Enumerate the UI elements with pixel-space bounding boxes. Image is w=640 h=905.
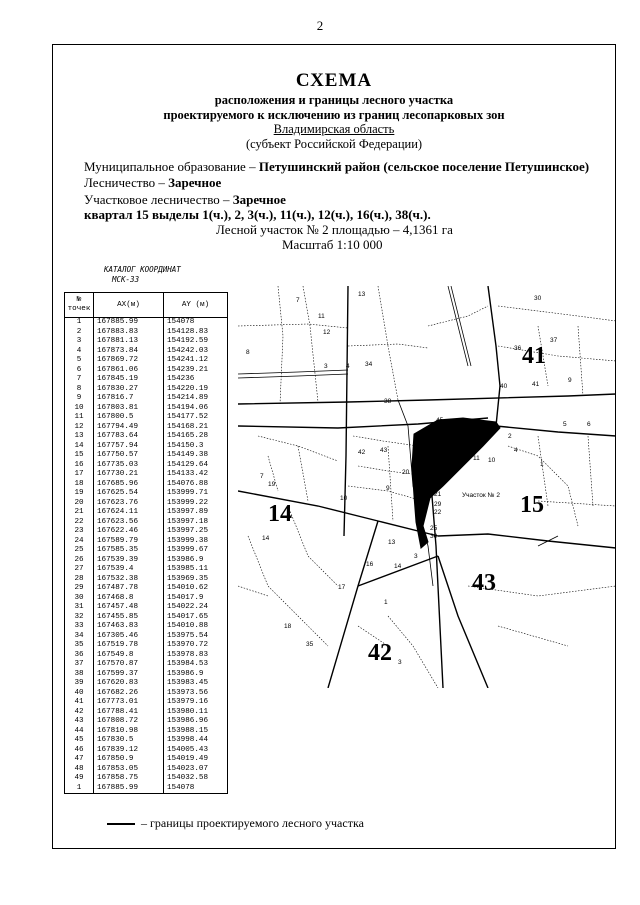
coord-cell-x: 167585.35	[94, 546, 164, 556]
coord-cell-n: 20	[65, 499, 94, 509]
section-label: 10	[488, 457, 496, 464]
coord-cell-x: 167816.7	[94, 394, 164, 404]
coord-cell-x: 167622.46	[94, 527, 164, 537]
coord-cell-y: 154149.38	[164, 451, 228, 461]
plot-area-line: Лесной участок № 2 площадью – 4,1361 га	[216, 222, 453, 237]
section-label: 7	[296, 297, 300, 304]
coord-cell-y: 153999.22	[164, 499, 228, 509]
coord-cell-n: 7	[65, 375, 94, 385]
coord-cell-x: 167457.48	[94, 603, 164, 613]
section-label: 8	[246, 349, 250, 356]
coord-cell-y: 154032.58	[164, 774, 228, 784]
coord-cell-x: 167570.87	[94, 660, 164, 670]
coord-cell-x: 167830.27	[94, 385, 164, 395]
coord-cell-y: 153979.16	[164, 698, 228, 708]
coord-cell-x: 167881.13	[94, 337, 164, 347]
table-row	[65, 480, 228, 490]
section-label: 13	[388, 539, 396, 546]
table-row	[65, 584, 228, 594]
coord-cell-n: 34	[65, 632, 94, 642]
table-row	[65, 774, 228, 784]
catalog-caption	[104, 265, 181, 285]
coord-cell-n: 37	[65, 660, 94, 670]
coord-cell-y: 154133.42	[164, 470, 228, 480]
section-label: 12	[323, 329, 331, 336]
coord-cell-n: 49	[65, 774, 94, 784]
forestry-line	[84, 175, 221, 191]
coord-cell-y: 154242.03	[164, 347, 228, 357]
table-row	[65, 565, 228, 575]
coord-cell-n: 18	[65, 480, 94, 490]
header-point-number: № точек	[65, 293, 94, 318]
section-label: 14	[394, 563, 402, 570]
page-number: 2	[316, 18, 324, 33]
coord-cell-x: 167783.64	[94, 432, 164, 442]
coord-cell-y: 154236	[164, 375, 228, 385]
quarter-42-label: 42	[368, 640, 392, 666]
table-row	[65, 404, 228, 414]
coord-cell-x: 167839.12	[94, 746, 164, 756]
coord-cell-y: 154214.89	[164, 394, 228, 404]
coord-cell-x: 167685.96	[94, 480, 164, 490]
table-row	[65, 727, 228, 737]
coord-cell-n: 8	[65, 385, 94, 395]
table-row	[65, 717, 228, 727]
coord-cell-n: 23	[65, 527, 94, 537]
coord-cell-n: 12	[65, 423, 94, 433]
table-row	[65, 736, 228, 746]
section-label: 39	[450, 423, 458, 430]
coord-cell-n: 31	[65, 603, 94, 613]
table-row	[65, 537, 228, 547]
coord-cell-y: 153986.9	[164, 556, 228, 566]
section-label: 3	[414, 553, 418, 560]
table-row	[65, 413, 228, 423]
document-title: СХЕМА	[295, 70, 373, 91]
forest-plot-area	[412, 418, 500, 548]
coord-cell-y: 154129.64	[164, 461, 228, 471]
coord-cell-y: 153998.44	[164, 736, 228, 746]
coord-cell-n: 5	[65, 356, 94, 366]
table-row	[65, 651, 228, 661]
coord-cell-n: 13	[65, 432, 94, 442]
section-label: 25	[430, 525, 438, 532]
coord-cell-y: 153986.96	[164, 717, 228, 727]
coord-cell-x: 167455.85	[94, 613, 164, 623]
section-label: 17	[338, 584, 346, 591]
coord-cell-n: 24	[65, 537, 94, 547]
coord-cell-x: 167682.26	[94, 689, 164, 699]
table-row	[65, 527, 228, 537]
table-row	[65, 613, 228, 623]
section-label: 11	[318, 313, 325, 320]
coord-cell-x: 167625.54	[94, 489, 164, 499]
section-label: 1	[384, 599, 388, 606]
table-row	[65, 366, 228, 376]
coord-cell-x: 167599.37	[94, 670, 164, 680]
section-label: 3	[398, 659, 402, 666]
coord-cell-x: 167519.78	[94, 641, 164, 651]
coord-cell-y: 154023.07	[164, 765, 228, 775]
coord-cell-n: 41	[65, 698, 94, 708]
coord-cell-x: 167463.83	[94, 622, 164, 632]
coord-cell-x: 167549.8	[94, 651, 164, 661]
coord-cell-y: 153984.53	[164, 660, 228, 670]
coord-cell-x: 167624.11	[94, 508, 164, 518]
region-note: (субъект Российской Федерации)	[245, 137, 423, 151]
coord-cell-y: 153999.71	[164, 489, 228, 499]
coord-cell-y: 154017.9	[164, 594, 228, 604]
section-label: 6	[587, 421, 591, 428]
coord-cell-y: 153997.18	[164, 518, 228, 528]
table-row	[65, 347, 228, 357]
legend-line-symbol	[107, 823, 135, 825]
coord-cell-x: 167773.01	[94, 698, 164, 708]
table-row	[65, 698, 228, 708]
quarter-line: квартал 15 выделы 1(ч.), 2, 3(ч.), 11(ч.), 12(ч.), 16(ч.), 38(ч.).	[84, 207, 431, 222]
table-row	[65, 679, 228, 689]
section-label: 9	[386, 485, 390, 492]
table-row	[65, 660, 228, 670]
table-row	[65, 603, 228, 613]
table-row	[65, 394, 228, 404]
section-label: 37	[550, 337, 558, 344]
coord-cell-n: 3	[65, 337, 94, 347]
section-label: 45	[436, 417, 444, 424]
coord-cell-n: 1	[65, 318, 94, 328]
coord-cell-n: 38	[65, 670, 94, 680]
coord-cell-y: 154005.43	[164, 746, 228, 756]
district-forestry-value: Заречное	[232, 192, 286, 207]
section-label: 16	[366, 561, 374, 568]
coord-cell-y: 154239.21	[164, 366, 228, 376]
coord-cell-y: 154019.49	[164, 755, 228, 765]
coord-cell-n: 22	[65, 518, 94, 528]
coord-cell-x: 167532.38	[94, 575, 164, 585]
coord-cell-x: 167885.99	[94, 318, 164, 328]
section-label: 29	[434, 501, 442, 508]
coord-cell-x: 167858.75	[94, 774, 164, 784]
plot-label: Участок № 2	[462, 492, 500, 499]
coord-cell-n: 26	[65, 556, 94, 566]
title-line-1: расположения и границы лесного участка	[214, 93, 454, 107]
section-label: 7	[260, 473, 264, 480]
coord-cell-x: 167803.81	[94, 404, 164, 414]
coord-cell-n: 11	[65, 413, 94, 423]
table-row	[65, 328, 228, 338]
coord-cell-y: 153997.25	[164, 527, 228, 537]
table-row	[65, 451, 228, 461]
coord-cell-x: 167468.8	[94, 594, 164, 604]
coord-cell-y: 154220.19	[164, 385, 228, 395]
section-label: 4	[346, 363, 350, 370]
coord-cell-x: 167883.83	[94, 328, 164, 338]
coord-cell-n: 43	[65, 717, 94, 727]
coord-cell-n: 35	[65, 641, 94, 651]
table-row	[65, 746, 228, 756]
coord-cell-y: 154022.24	[164, 603, 228, 613]
section-label: 3	[324, 363, 328, 370]
coord-cell-x: 167623.56	[94, 518, 164, 528]
section-label: 38	[384, 398, 392, 405]
coord-cell-y: 154168.21	[164, 423, 228, 433]
table-row	[65, 641, 228, 651]
table-row	[65, 556, 228, 566]
quarter-43-label: 43	[472, 570, 496, 596]
coord-cell-y: 153988.15	[164, 727, 228, 737]
catalog-caption-system: МСК-33	[112, 275, 140, 284]
coord-cell-n: 19	[65, 489, 94, 499]
coord-cell-x: 167808.72	[94, 717, 164, 727]
coord-cell-y: 154177.52	[164, 413, 228, 423]
coord-cell-y: 153970.72	[164, 641, 228, 651]
region-name: Владимирская область	[273, 122, 395, 136]
section-label: 19	[268, 481, 276, 488]
quarter-15-label: 15	[520, 492, 544, 518]
table-row	[65, 784, 228, 794]
coord-cell-y: 154076.88	[164, 480, 228, 490]
coord-cell-y: 154010.62	[164, 584, 228, 594]
table-row	[65, 546, 228, 556]
coord-cell-y: 154078	[164, 784, 228, 794]
section-label: 18	[284, 623, 292, 630]
district-forestry-label: Участковое лесничество –	[84, 192, 233, 207]
coord-cell-n: 14	[65, 442, 94, 452]
section-label: 34	[365, 361, 373, 368]
coord-cell-n: 21	[65, 508, 94, 518]
table-row	[65, 632, 228, 642]
coord-cell-n: 30	[65, 594, 94, 604]
section-label: 30	[534, 295, 542, 302]
district-forestry-line	[84, 192, 286, 208]
coord-cell-y: 153978.83	[164, 651, 228, 661]
quarter-41-label: 41	[522, 343, 546, 369]
coord-cell-x: 167730.21	[94, 470, 164, 480]
coord-cell-n: 9	[65, 394, 94, 404]
coord-cell-x: 167623.76	[94, 499, 164, 509]
section-label: 21	[434, 491, 442, 498]
coord-cell-x: 167885.99	[94, 784, 164, 794]
coord-cell-n: 33	[65, 622, 94, 632]
coord-cell-n: 40	[65, 689, 94, 699]
coord-cell-y: 153999.38	[164, 537, 228, 547]
section-label: 9	[568, 377, 572, 384]
forestry-value: Заречное	[168, 175, 222, 190]
table-row	[65, 518, 228, 528]
coord-cell-n: 4	[65, 347, 94, 357]
coord-cell-y: 153969.35	[164, 575, 228, 585]
coord-cell-y: 153980.11	[164, 708, 228, 718]
coord-cell-x: 167853.05	[94, 765, 164, 775]
section-label: 13	[358, 291, 366, 298]
coord-cell-n: 17	[65, 470, 94, 480]
coord-cell-x: 167757.94	[94, 442, 164, 452]
coord-cell-n: 46	[65, 746, 94, 756]
coord-cell-y: 153997.89	[164, 508, 228, 518]
section-label: 42	[358, 449, 366, 456]
table-row	[65, 423, 228, 433]
table-row	[65, 499, 228, 509]
coord-cell-x: 167845.19	[94, 375, 164, 385]
section-label: 11	[473, 455, 480, 462]
table-row	[65, 375, 228, 385]
section-label: 14	[262, 535, 270, 542]
coord-cell-y: 153985.11	[164, 565, 228, 575]
coord-cell-n: 2	[65, 328, 94, 338]
coord-cell-n: 45	[65, 736, 94, 746]
section-label: 4	[514, 447, 518, 454]
coord-cell-y: 154165.28	[164, 432, 228, 442]
coord-cell-n: 39	[65, 679, 94, 689]
coord-cell-x: 167861.06	[94, 366, 164, 376]
coord-cell-x: 167735.03	[94, 461, 164, 471]
municipal-line	[84, 159, 589, 175]
scale-line: Масштаб 1:10 000	[282, 237, 383, 252]
table-row	[65, 594, 228, 604]
coord-cell-y: 154078	[164, 318, 228, 328]
header-x: AX(м)	[94, 293, 164, 318]
table-row	[65, 470, 228, 480]
coordinates-table	[64, 292, 228, 794]
coord-cell-x: 167873.84	[94, 347, 164, 357]
coord-cell-n: 6	[65, 366, 94, 376]
coord-cell-y: 154128.83	[164, 328, 228, 338]
section-label: 5	[563, 421, 567, 428]
section-label: 20	[402, 469, 410, 476]
table-row	[65, 708, 228, 718]
forestry-label: Лесничество –	[84, 175, 169, 190]
coord-cell-x: 167810.98	[94, 727, 164, 737]
title-line-2: проектируемого к исключению из границ лесопарковых зон	[163, 108, 505, 122]
coord-cell-n: 25	[65, 546, 94, 556]
table-row	[65, 508, 228, 518]
coord-cell-n: 27	[65, 565, 94, 575]
section-label: 1	[540, 461, 544, 468]
coord-cell-x: 167589.79	[94, 537, 164, 547]
section-label: 41	[532, 381, 540, 388]
header-y: AY (м)	[164, 293, 228, 318]
table-row	[65, 318, 228, 328]
coord-cell-y: 153986.9	[164, 670, 228, 680]
coord-cell-x: 167539.4	[94, 565, 164, 575]
table-row	[65, 765, 228, 775]
coord-cell-n: 1	[65, 784, 94, 794]
coord-cell-y: 154150.3	[164, 442, 228, 452]
catalog-caption-title: КАТАЛОГ КООРДИНАТ	[104, 265, 181, 274]
coord-cell-y: 154241.12	[164, 356, 228, 366]
coord-cell-x: 167487.78	[94, 584, 164, 594]
municipal-value: Петушинский район (сельское поселение Петушинское)	[258, 159, 590, 174]
table-row	[65, 575, 228, 585]
coord-cell-x: 167869.72	[94, 356, 164, 366]
section-label: 43	[380, 447, 388, 454]
coord-cell-x: 167788.41	[94, 708, 164, 718]
coord-cell-x: 167800.5	[94, 413, 164, 423]
coord-cell-y: 154192.59	[164, 337, 228, 347]
coord-cell-x: 167620.83	[94, 679, 164, 689]
table-row	[65, 622, 228, 632]
section-label: 10	[340, 495, 348, 502]
coord-cell-y: 153999.67	[164, 546, 228, 556]
coord-cell-x: 167750.57	[94, 451, 164, 461]
coord-cell-y: 153983.45	[164, 679, 228, 689]
table-row	[65, 442, 228, 452]
municipal-label: Муниципальное образование –	[84, 159, 259, 174]
table-row	[65, 385, 228, 395]
table-row	[65, 689, 228, 699]
coord-cell-n: 10	[65, 404, 94, 414]
coord-cell-n: 48	[65, 765, 94, 775]
section-label: 40	[500, 383, 508, 390]
coord-cell-x: 167539.39	[94, 556, 164, 566]
coord-cell-n: 16	[65, 461, 94, 471]
coord-cell-n: 47	[65, 755, 94, 765]
coord-cell-y: 154017.65	[164, 613, 228, 623]
legend	[107, 816, 364, 831]
coord-cell-x: 167850.9	[94, 755, 164, 765]
table-row	[65, 337, 228, 347]
coord-cell-y: 153975.54	[164, 632, 228, 642]
coord-cell-n: 15	[65, 451, 94, 461]
legend-text: – границы проектируемого лесного участка	[141, 816, 364, 830]
coord-cell-n: 29	[65, 584, 94, 594]
coord-cell-n: 44	[65, 727, 94, 737]
section-label: 35	[306, 641, 314, 648]
section-label: 36	[514, 345, 522, 352]
coord-cell-y: 153973.56	[164, 689, 228, 699]
coord-cell-x: 167830.5	[94, 736, 164, 746]
coord-cell-x: 167305.46	[94, 632, 164, 642]
table-row	[65, 755, 228, 765]
coord-cell-x: 167794.49	[94, 423, 164, 433]
forest-map	[238, 286, 616, 688]
coord-cell-n: 32	[65, 613, 94, 623]
coord-cell-n: 36	[65, 651, 94, 661]
coord-cell-n: 42	[65, 708, 94, 718]
section-label: 2	[508, 433, 512, 440]
coord-cell-n: 28	[65, 575, 94, 585]
quarter-14-label: 14	[268, 501, 292, 527]
table-row	[65, 356, 228, 366]
coord-cell-y: 154010.88	[164, 622, 228, 632]
section-label: 30	[430, 533, 438, 540]
table-row	[65, 461, 228, 471]
table-row	[65, 670, 228, 680]
table-row	[65, 432, 228, 442]
coord-cell-y: 154194.06	[164, 404, 228, 414]
table-row	[65, 489, 228, 499]
section-label: 22	[434, 509, 442, 516]
